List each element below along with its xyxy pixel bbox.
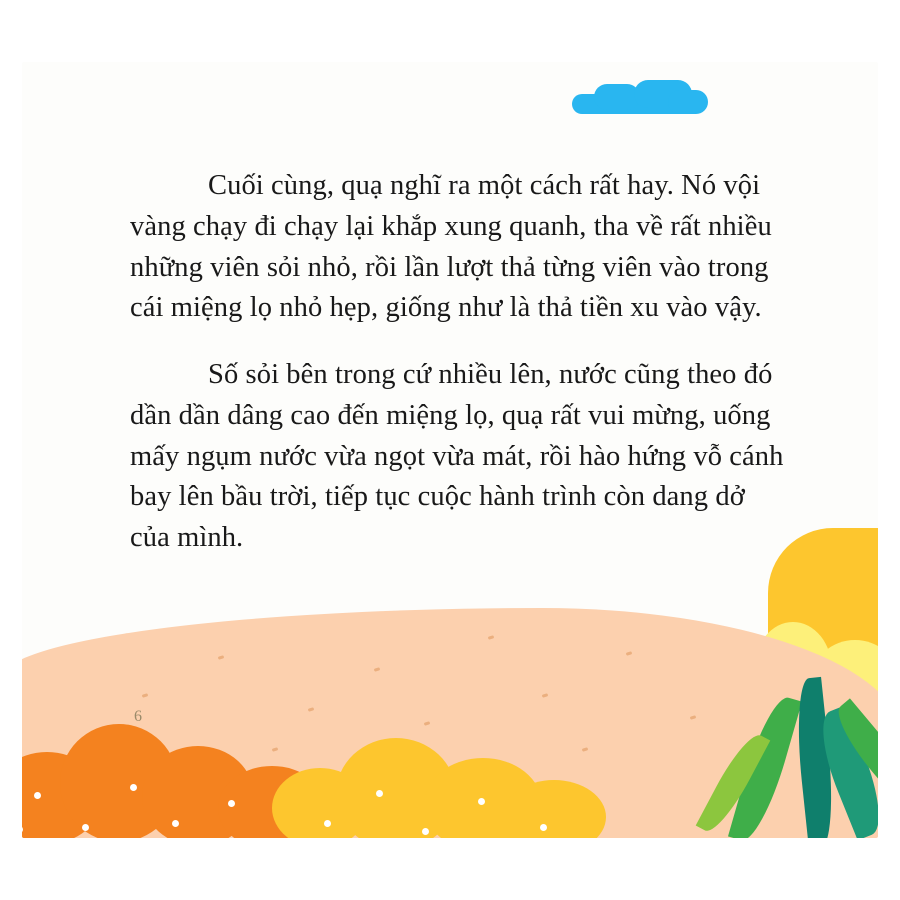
- bush-dot: [172, 820, 179, 827]
- ground-area: [22, 598, 878, 838]
- story-text: [130, 166, 790, 559]
- bush-dot: [34, 792, 41, 799]
- bush-dot: [540, 824, 547, 831]
- page-number: 6: [134, 708, 142, 725]
- cloud-blob: [668, 90, 708, 114]
- bush-dot: [324, 820, 331, 827]
- bush-dot: [376, 790, 383, 797]
- bush-dot: [422, 828, 429, 835]
- paragraph-2: Số sỏi bên trong cứ nhiều lên, nước cũng theo đó dần dần dâng cao đến miệng lọ, quạ rất vui mừng, uống mấy ngụm nước vừa ngọt vừa mát, rồi hào hứng vỗ cánh bay lên bầu trời, tiếp tục cuộc hành trình còn dang dở của mình.: [130, 359, 784, 553]
- book-page: [22, 62, 878, 838]
- blue-cloud-icon: [572, 80, 712, 120]
- bush-dot: [228, 800, 235, 807]
- bush-dot: [130, 784, 137, 791]
- cloud-blob: [594, 84, 640, 110]
- bush-dot: [82, 824, 89, 831]
- yellow-bush: [272, 728, 602, 838]
- bush-dot: [478, 798, 485, 805]
- paragraph-1: Cuối cùng, quạ nghĩ ra một cách rất hay. Nó vội vàng chạy đi chạy lại khắp xung quanh, tha về rất nhiều những viên sỏi nhỏ, rồi lần lượt thả từng viên vào trong cái miệng lọ nhỏ hẹp, giống như là thả tiền xu vào vậy.: [130, 170, 772, 324]
